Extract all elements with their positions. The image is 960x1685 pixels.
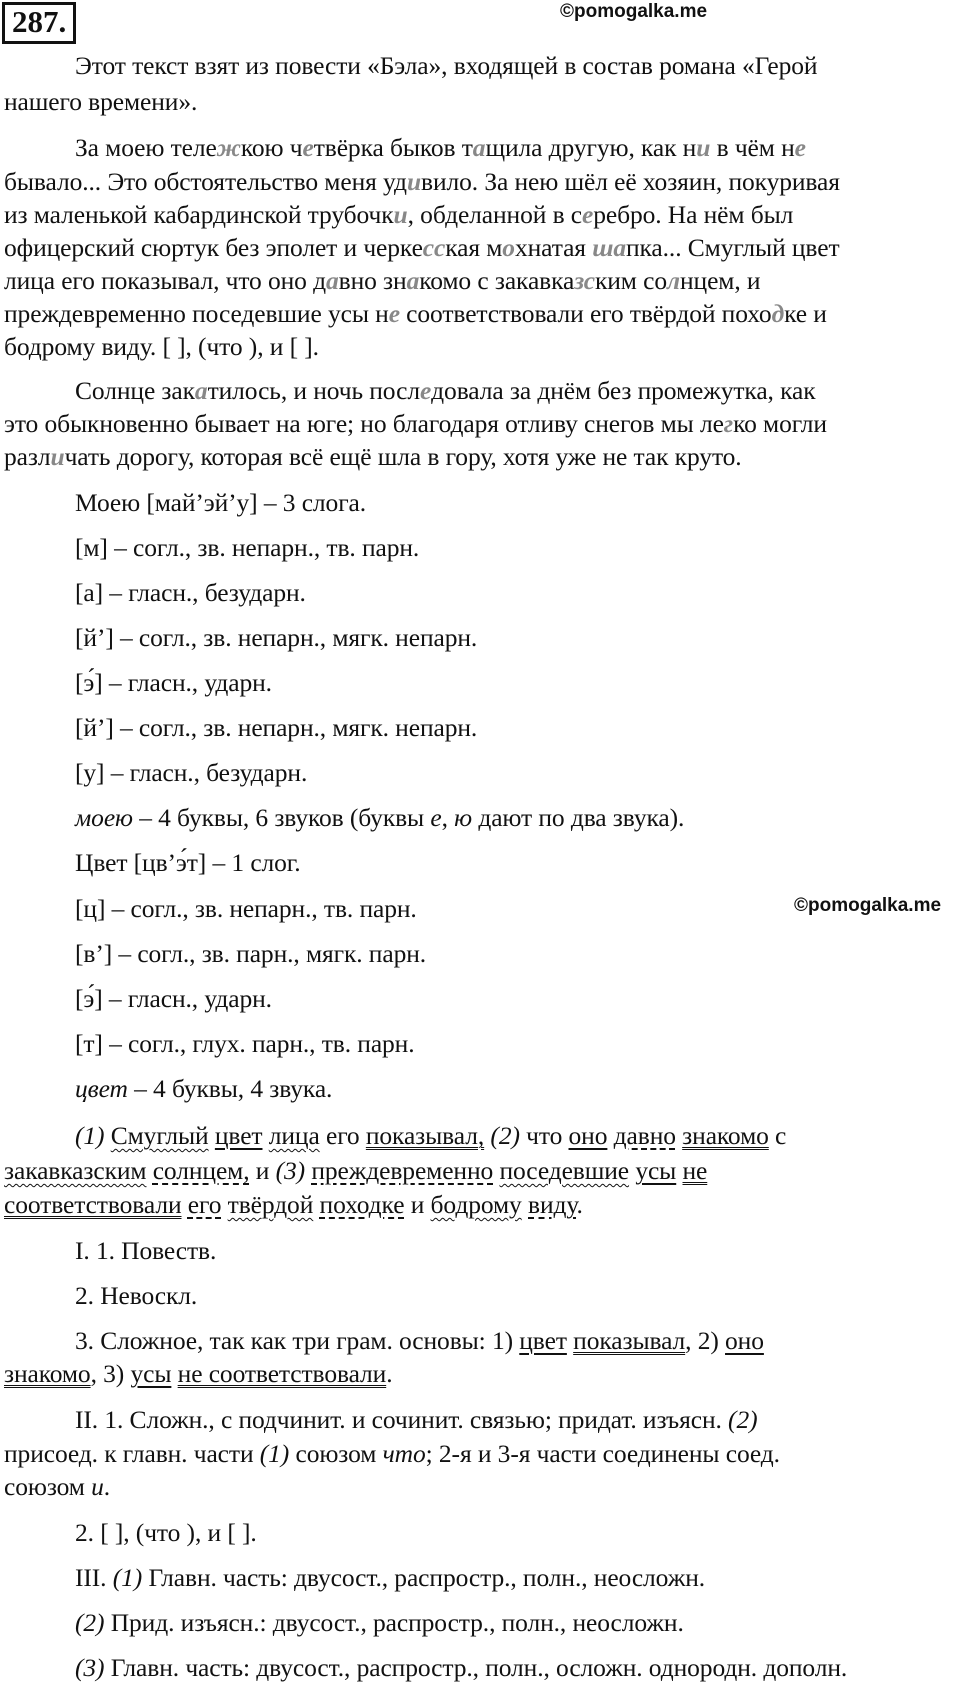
text-line: различать дорогу, которая всё ещё шла в гору, хотя уже не так круто. [4, 442, 742, 471]
analysis-line: III. (1) Главн. часть: двусост., распростр., полн., неосложн. [75, 1563, 706, 1592]
phonetic-row: [у] – гласн., безударн. [75, 758, 308, 787]
text-line: бодрому виду. [ ], (что ), и [ ]. [4, 332, 319, 361]
phonetic-title: Моею [май’эй’у] – 3 слога. [75, 488, 367, 517]
text-line: преждевременно поседевшие усы не соответствовали его твёрдой походке и [4, 299, 827, 328]
analysis-line: II. 1. Сложн., с подчинит. и сочинит. связью; придат. изъясн. (2) [75, 1405, 758, 1434]
phonetic-summary: моею – 4 буквы, 6 звуков (буквы е, ю дают по два звука). [75, 803, 685, 832]
phonetic-row: [й’] – согл., зв. непарн., мягк. непарн. [75, 623, 478, 652]
analysis-line: I. 1. Повеств. [75, 1236, 217, 1265]
phonetic-row: [в’] – согл., зв. парн., мягк. парн. [75, 939, 427, 968]
text-line: это обыкновенно бывает на юге; но благодаря отливу снегов мы легко могли [4, 409, 827, 438]
text-line: За моею тележкою четвёрка быков тащила другую, как ни в чём не [75, 133, 806, 162]
phonetic-title: Цвет [цв’э́т] – 1 слог. [75, 848, 301, 877]
analysis-line: (2) Прид. изъясн.: двусост., распростр., полн., неосложн. [75, 1608, 684, 1637]
phonetic-row: [э́] – гласн., ударн. [75, 668, 272, 697]
analysis-line: (3) Главн. часть: двусост., распростр., полн., осложн. однородн. дополн. [75, 1653, 848, 1682]
phonetic-row: [э́] – гласн., ударн. [75, 984, 272, 1013]
phonetic-summary: цвет – 4 буквы, 4 звука. [75, 1074, 333, 1103]
sentence-line: (1) Смуглый цвет лица его показывал, (2) что оно давно знакомо с [75, 1121, 787, 1150]
analysis-line: 3. Сложное, так как три грам. основы: 1) цвет показывал, 2) оно [75, 1326, 764, 1355]
exercise-number: 287. [2, 2, 76, 44]
text-line: офицерский сюртук без эполет и черкесская мохнатая шапка... Смуглый цвет [4, 233, 840, 262]
phonetic-row: [т] – согл., глух. парн., тв. парн. [75, 1029, 415, 1058]
text-line: лица его показывал, что оно давно знакомо с закавказским солнцем, и [4, 266, 761, 295]
phonetic-row: [м] – согл., зв. непарн., тв. парн. [75, 533, 420, 562]
analysis-line: союзом и. [4, 1472, 111, 1501]
analysis-line: присоед. к главн. части (1) союзом что; 2-я и 3-я части соединены соед. [4, 1439, 780, 1468]
sentence-line: закавказским солнцем, и (3) преждевременно поседевшие усы не [4, 1156, 708, 1185]
intro-line-2: нашего времени». [4, 87, 198, 116]
watermark: ©pomogalka.me [560, 1, 708, 22]
analysis-line: 2. [ ], (что ), и [ ]. [75, 1518, 257, 1547]
intro-line-1: Этот текст взят из повести «Бэла», входящей в состав романа «Герой [75, 51, 818, 80]
sentence-line: соответствовали его твёрдой походке и бодрому виду. [4, 1190, 583, 1219]
text-line: Солнце закатилось, и ночь последовала за днём без промежутка, как [75, 376, 816, 405]
analysis-line: 2. Невоскл. [75, 1281, 198, 1310]
text-line: из маленькой кабардинской трубочки, обделанной в серебро. На нём был [4, 200, 794, 229]
phonetic-row: [ц] – согл., зв. непарн., тв. парн. [75, 894, 417, 923]
watermark: ©pomogalka.me [794, 895, 942, 916]
analysis-line: знакомо, 3) усы не соответствовали. [4, 1359, 393, 1388]
text-line: бывало... Это обстоятельство меня удивило. За нею шёл её хозяин, покуривая [4, 167, 840, 196]
phonetic-row: [а] – гласн., безударн. [75, 578, 306, 607]
phonetic-row: [й’] – согл., зв. непарн., мягк. непарн. [75, 713, 478, 742]
